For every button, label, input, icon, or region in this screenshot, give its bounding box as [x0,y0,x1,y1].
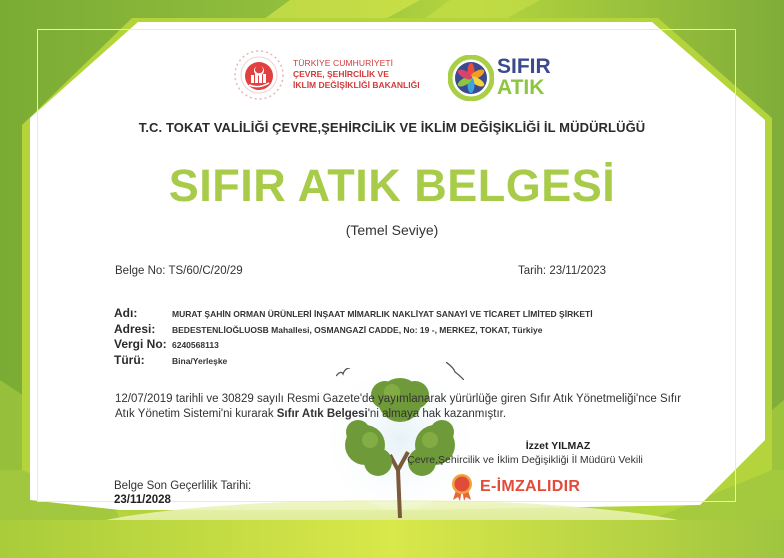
statement-text: 12/07/2019 tarihli ve 30829 sayılı Resmi Gazete'de yayımlanarak yürürlüğe giren Sıfır Atık Yönetmeliği'nce Sıfır Atık Yönetim Sistemi'ni kurarak [115,393,682,420]
field-tax-no [114,337,593,353]
logo-word-sifir: SIFIR [497,55,551,78]
certificate-title: SIFIR ATIK BELGESİ [168,160,616,211]
bird-icon [336,368,350,378]
validity-label: Belge Son Geçerlilik Tarihi: [114,480,252,492]
ministry-emblem-icon [233,49,285,101]
facility-type: Bina/Yerleşke [172,355,228,366]
field-label: Vergi No: [114,337,167,351]
recipient-details [114,306,593,368]
zero-waste-flower-icon [448,55,494,101]
signatory-title: Çevre,Şehircilik ve İklim Değişikliği İl Müdürü Vekili [407,454,643,466]
tax-number: 6240568113 [172,340,219,350]
field-name [114,306,593,322]
signatory [380,440,680,466]
field-label: Türü: [114,352,145,367]
rosette-badge-icon [449,473,475,501]
validity-info [114,479,251,507]
field-type [114,353,593,369]
ministry-line-3: İKLİM DEĞİŞİKLİĞİ BAKANLIĞI [293,80,420,90]
logo-word-atik: ATIK [497,76,545,99]
field-label: Adı: [114,306,138,320]
e-signature-badge [449,473,580,501]
issue-date: Tarih: 23/11/2023 [518,265,607,277]
certificate-level: (Temel Seviye) [345,222,439,238]
ministry-line-1: TÜRKİYE CUMHURİYETİ [293,58,394,68]
statement-text-end: 'ni almaya hak kazanmıştır. [367,407,507,420]
zero-waste-logo-text [497,56,551,98]
issuing-authority: T.C. TOKAT VALİLİĞİ ÇEVRE,ŞEHİRCİLİK VE İKLİM DEĞİŞİKLİĞİ İL MÜDÜRLÜĞÜ [138,120,646,135]
company-name: MURAT ŞAHİN ORMAN ÜRÜNLERİ İNŞAAT MİMARLIK NAKLİYAT SANAYİ VE TİCARET LİMİTED ŞİRKETİ [172,309,593,319]
ministry-line-2: ÇEVRE, ŞEHİRCİLİK VE [293,69,389,79]
ministry-name [293,58,420,91]
certificate-statement [115,392,695,421]
company-address: BEDESTENLİOĞLUOSB Mahallesi, OSMANGAZİ CADDE, No: 19 -, MERKEZ, TOKAT, Türkiye [172,324,543,335]
statement-bold: Sıfır Atık Belgesi [276,407,368,420]
expiry-date: 23/11/2028 [114,494,171,506]
signatory-name: İzzet YILMAZ [525,440,591,452]
document-number: Belge No: TS/60/C/20/29 [115,265,243,277]
field-label: Adresi: [114,321,156,336]
field-address [114,322,593,338]
e-signature-label: E-İMZALIDIR [480,478,581,495]
